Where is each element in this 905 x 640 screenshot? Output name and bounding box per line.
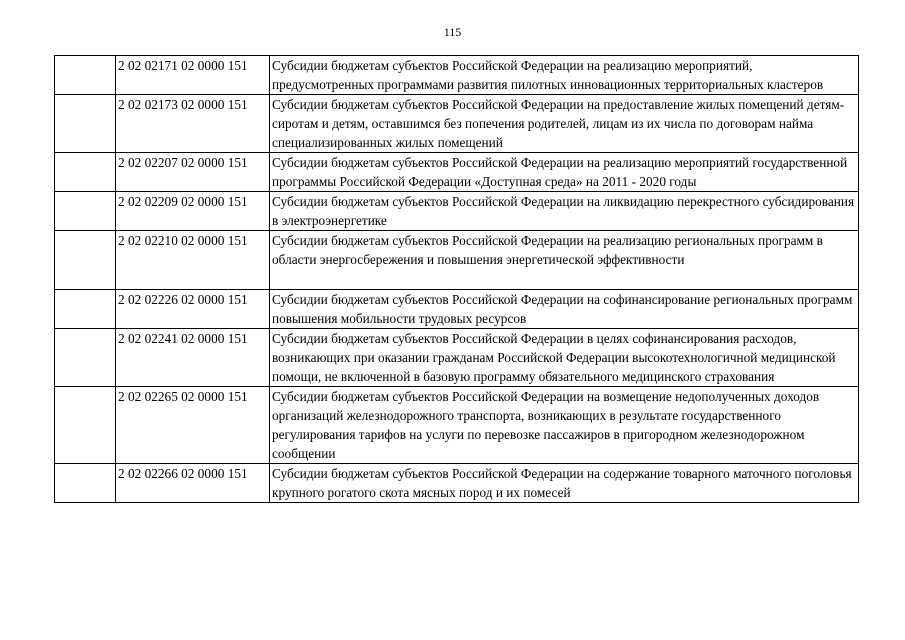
table-row <box>55 95 859 153</box>
table-row <box>55 464 859 503</box>
description-cell: Субсидии бюджетам субъектов Российской Федерации на реализацию мероприятий, предусмотренных программами развития пилотных инновационных территориальных кластеров <box>270 56 859 95</box>
empty-cell <box>55 192 116 231</box>
budget-code-cell: 2 02 02207 02 0000 151 <box>116 153 270 192</box>
description-cell: Субсидии бюджетам субъектов Российской Федерации на предоставление жилых помещений детям-сиротам и детям, оставшимся без попечения родителей, лицам из их числа по договорам найма специализированных жилых помещений <box>270 95 859 153</box>
table-row <box>55 329 859 387</box>
budget-code-cell: 2 02 02171 02 0000 151 <box>116 56 270 95</box>
budget-code-cell: 2 02 02241 02 0000 151 <box>116 329 270 387</box>
empty-cell <box>55 56 116 95</box>
table-row <box>55 231 859 290</box>
table-row <box>55 192 859 231</box>
budget-code-cell: 2 02 02210 02 0000 151 <box>116 231 270 290</box>
description-cell: Субсидии бюджетам субъектов Российской Федерации на ликвидацию перекрестного субсидирования в электроэнергетике <box>270 192 859 231</box>
description-cell: Субсидии бюджетам субъектов Российской Федерации в целях софинансирования расходов, возникающих при оказании гражданам Российской Федерации высокотехнологичной медицинской помощи, не включенной в базовую программу обязательного медицинского страхования <box>270 329 859 387</box>
table-row <box>55 290 859 329</box>
description-cell: Субсидии бюджетам субъектов Российской Федерации на возмещение недополученных доходов организаций железнодорожного транспорта, возникающих в результате государственного регулирования тарифов на услуги по перевозке пассажиров в пригородном железнодорожном сообщении <box>270 387 859 464</box>
empty-cell <box>55 464 116 503</box>
description-cell: Субсидии бюджетам субъектов Российской Федерации на софинансирование региональных программ повышения мобильности трудовых ресурсов <box>270 290 859 329</box>
empty-cell <box>55 387 116 464</box>
budget-code-cell: 2 02 02265 02 0000 151 <box>116 387 270 464</box>
table-row <box>55 56 859 95</box>
page-number: 115 <box>443 25 462 39</box>
budget-code-cell: 2 02 02266 02 0000 151 <box>116 464 270 503</box>
budget-code-cell: 2 02 02226 02 0000 151 <box>116 290 270 329</box>
empty-cell <box>55 153 116 192</box>
description-cell: Субсидии бюджетам субъектов Российской Федерации на реализацию региональных программ в области энергосбережения и повышения энергетической эффективности <box>270 231 859 290</box>
budget-code-cell: 2 02 02209 02 0000 151 <box>116 192 270 231</box>
table-row <box>55 387 859 464</box>
budget-code-cell: 2 02 02173 02 0000 151 <box>116 95 270 153</box>
empty-cell <box>55 290 116 329</box>
empty-cell <box>55 95 116 153</box>
empty-cell <box>55 329 116 387</box>
budget-classification-table <box>54 55 859 503</box>
table-row <box>55 153 859 192</box>
description-cell: Субсидии бюджетам субъектов Российской Федерации на содержание товарного маточного поголовья крупного рогатого скота мясных пород и их помесей <box>270 464 859 503</box>
description-cell: Субсидии бюджетам субъектов Российской Федерации на реализацию мероприятий государственной программы Российской Федерации «Доступная среда» на 2011 - 2020 годы <box>270 153 859 192</box>
empty-cell <box>55 231 116 290</box>
